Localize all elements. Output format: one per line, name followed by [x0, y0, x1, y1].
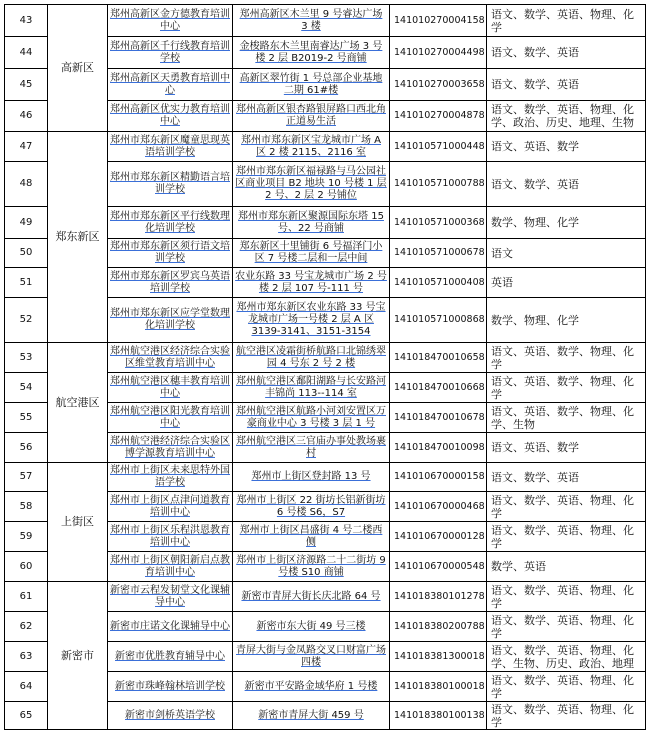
license-code: 141018381300018 [390, 642, 487, 672]
school-name: 郑州市郑东新区平行线数理化培训学校 [108, 207, 233, 239]
row-number: 60 [5, 552, 48, 582]
school-address: 金梭路东木兰里南睿达广场 3 号楼 2 层 B2019-2 号商铺 [233, 37, 390, 69]
subjects: 语文、数学、英语、物理、化学、政治、历史、地理、生物 [487, 101, 646, 132]
district-cell: 高新区 [48, 5, 108, 132]
row-number: 52 [5, 298, 48, 343]
district-cell: 航空港区 [48, 343, 108, 463]
row-number: 55 [5, 403, 48, 433]
subjects: 数学、物理、化学 [487, 207, 646, 239]
subjects: 语文、数学、英语、物理、化学 [487, 702, 646, 730]
row-number: 43 [5, 5, 48, 37]
school-address: 郑州航空港区航路小河刘安置区万豪商业中心 3 号楼 3 层 1 号 [233, 403, 390, 433]
license-code: 141018380101278 [390, 582, 487, 612]
school-address: 郑州高新区银杏路银屏路口西北角正道易生活 [233, 101, 390, 132]
school-address: 郑州航空港区鄱阳湖路与长安路河丰锦尚 113--114 室 [233, 373, 390, 403]
row-number: 48 [5, 162, 48, 207]
license-code: 141018470010658 [390, 343, 487, 373]
row-number: 57 [5, 463, 48, 492]
subjects: 语文、数学、英语、物理、化学 [487, 5, 646, 37]
row-number: 51 [5, 268, 48, 298]
school-address: 新密市青屏大街 459 号 [233, 702, 390, 730]
row-number: 46 [5, 101, 48, 132]
school-name: 郑州航空港区穗丰教育培训中心 [108, 373, 233, 403]
license-code: 141010270004158 [390, 5, 487, 37]
table-row [5, 463, 646, 492]
license-code: 141010571000868 [390, 298, 487, 343]
school-name: 郑州市上街区点津问道教育培训中心 [108, 492, 233, 522]
training-school-table [4, 4, 646, 730]
district-cell: 新密市 [48, 582, 108, 730]
row-number: 50 [5, 239, 48, 268]
row-number: 53 [5, 343, 48, 373]
district-cell: 郑东新区 [48, 132, 108, 343]
school-name: 郑州市上街区乐程洪恩教育培训中心 [108, 522, 233, 552]
subjects: 语文、英语、数学、物理、化学、生物 [487, 403, 646, 433]
subjects: 语文、数学、英语 [487, 69, 646, 101]
subjects: 语文、英语、数学、物理、化学 [487, 373, 646, 403]
school-address: 郑州高新区木兰里 9 号睿达广场 3 楼 [233, 5, 390, 37]
district-cell: 上街区 [48, 463, 108, 582]
license-code: 141010670000158 [390, 463, 487, 492]
school-address: 郑州市郑东新区宝龙城市广场 A 区 2 楼 2115、2116 室 [233, 132, 390, 162]
license-code: 141010571000788 [390, 162, 487, 207]
license-code: 141010571000408 [390, 268, 487, 298]
school-name: 郑州市上街区未来思特外国语学校 [108, 463, 233, 492]
school-address: 青屏大街与金凤路交叉口财富广场四楼 [233, 642, 390, 672]
school-name: 新密市剑桥英语学校 [108, 702, 233, 730]
license-code: 141010270003658 [390, 69, 487, 101]
row-number: 47 [5, 132, 48, 162]
subjects: 语文、数学、英语、物理、化学、生物、历史、政治、地理 [487, 642, 646, 672]
row-number: 56 [5, 433, 48, 463]
license-code: 141010270004878 [390, 101, 487, 132]
school-address: 农业东路 33 号宝龙城市广场 2 号楼 2 层 107 号-111 号 [233, 268, 390, 298]
school-name: 郑州市郑东新区罗宾乌英语培训学校 [108, 268, 233, 298]
subjects: 英语 [487, 268, 646, 298]
school-address: 郑州市上街区昌盛街 4 号二楼西侧 [233, 522, 390, 552]
school-name: 郑州航空港区阳光教育培训中心 [108, 403, 233, 433]
subjects: 语文、数学、英语 [487, 463, 646, 492]
school-name: 郑州航空港区经济综合实验区维堂教育培训中心 [108, 343, 233, 373]
license-code: 141018470010678 [390, 403, 487, 433]
school-address: 郑州市上街区济源路二十二街坊 9 号楼 S10 商铺 [233, 552, 390, 582]
license-code: 141018380100138 [390, 702, 487, 730]
subjects: 语文、数学、英语、物理、化学 [487, 492, 646, 522]
school-address: 郑东新区十里铺街 6 号福泽门小区 7 号楼二层和一层中间 [233, 239, 390, 268]
school-address: 新密市东大街 49 号三楼 [233, 612, 390, 642]
school-address: 郑州市郑东新区聚源国际东塔 15 号、22 号商铺 [233, 207, 390, 239]
school-address: 郑州市上街区登封路 13 号 [233, 463, 390, 492]
school-name: 新密市云程发韧堂文化课辅导中心 [108, 582, 233, 612]
school-address: 高新区翠竹街 1 号总部企业基地二期 61#楼 [233, 69, 390, 101]
school-name: 郑州高新区金方德教育培训中心 [108, 5, 233, 37]
subjects: 语文、数学、英语 [487, 162, 646, 207]
school-name: 新密市优胜教育辅导中心 [108, 642, 233, 672]
school-address: 新密市青屏大街长庆北路 64 号 [233, 582, 390, 612]
school-name: 郑州市郑东新区魔童思现英语培训学校 [108, 132, 233, 162]
license-code: 141010571000678 [390, 239, 487, 268]
school-name: 郑州市上街区朝阳新启点教育培训中心 [108, 552, 233, 582]
school-name: 郑州高新区千行线教育培训学校 [108, 37, 233, 69]
subjects: 数学、物理、化学 [487, 298, 646, 343]
subjects: 语文、英语、数学 [487, 132, 646, 162]
school-name: 郑州高新区优实力教育培训中心 [108, 101, 233, 132]
subjects: 语文、数学、英语、物理、化学 [487, 612, 646, 642]
license-code: 141010670000468 [390, 492, 487, 522]
subjects: 语文、英语、数学 [487, 433, 646, 463]
row-number: 44 [5, 37, 48, 69]
school-name: 郑州高新区天勇教育培训中心 [108, 69, 233, 101]
table-row [5, 582, 646, 612]
subjects: 语文、数学、英语、物理、化学 [487, 582, 646, 612]
license-code: 141010571000448 [390, 132, 487, 162]
subjects: 语文、英语、数学、物理、化学 [487, 343, 646, 373]
table-row [5, 132, 646, 162]
subjects: 语文、数学、英语 [487, 37, 646, 69]
row-number: 54 [5, 373, 48, 403]
subjects: 语文 [487, 239, 646, 268]
row-number: 63 [5, 642, 48, 672]
row-number: 65 [5, 702, 48, 730]
subjects: 语文、数学、英语、物理、化学 [487, 672, 646, 702]
row-number: 58 [5, 492, 48, 522]
school-address: 新密市平安路金域华府 1 号楼 [233, 672, 390, 702]
school-name: 郑州市郑东新区须行语文培训学校 [108, 239, 233, 268]
school-list-sheet [4, 4, 646, 730]
subjects: 数学、英语 [487, 552, 646, 582]
license-code: 141018380100018 [390, 672, 487, 702]
license-code: 141010270004498 [390, 37, 487, 69]
school-name: 郑州航空港经济综合实验区博学源教育培训中心 [108, 433, 233, 463]
school-address: 郑州航空港区三官庙办事处教场裹村 [233, 433, 390, 463]
row-number: 64 [5, 672, 48, 702]
school-address: 郑州市郑东新区农业东路 33 号宝龙城市广场一号楼 2 层 A 区 3139-3141、3151-3154 [233, 298, 390, 343]
row-number: 49 [5, 207, 48, 239]
school-address: 郑州市上街区 22 街坊长铝新街坊 6 号楼 S6，S7 [233, 492, 390, 522]
row-number: 59 [5, 522, 48, 552]
school-name: 新密市珠峰翰林培训学校 [108, 672, 233, 702]
license-code: 141018380200788 [390, 612, 487, 642]
school-name: 郑州市郑东新区精勤语言培训学校 [108, 162, 233, 207]
license-code: 141010670000128 [390, 522, 487, 552]
subjects: 语文、数学、英语、物理、化学 [487, 522, 646, 552]
row-number: 61 [5, 582, 48, 612]
school-name: 新密市庄诺文化课辅导中心 [108, 612, 233, 642]
school-address: 航空港区凌霜街桥航路口北锦绣翠园 4 号东 2 号 2 楼 [233, 343, 390, 373]
license-code: 141018470010668 [390, 373, 487, 403]
row-number: 62 [5, 612, 48, 642]
row-number: 45 [5, 69, 48, 101]
school-address: 郑州市郑东新区福禄路与马公园社区商业项目 B2 地块 10 号楼 1 层 2 号、2 层 2 号铺位 [233, 162, 390, 207]
table-row [5, 343, 646, 373]
license-code: 141018470010098 [390, 433, 487, 463]
license-code: 141010670000548 [390, 552, 487, 582]
table-row [5, 5, 646, 37]
school-name: 郑州市郑东新区应学堂数理化培训学校 [108, 298, 233, 343]
license-code: 141010571000368 [390, 207, 487, 239]
